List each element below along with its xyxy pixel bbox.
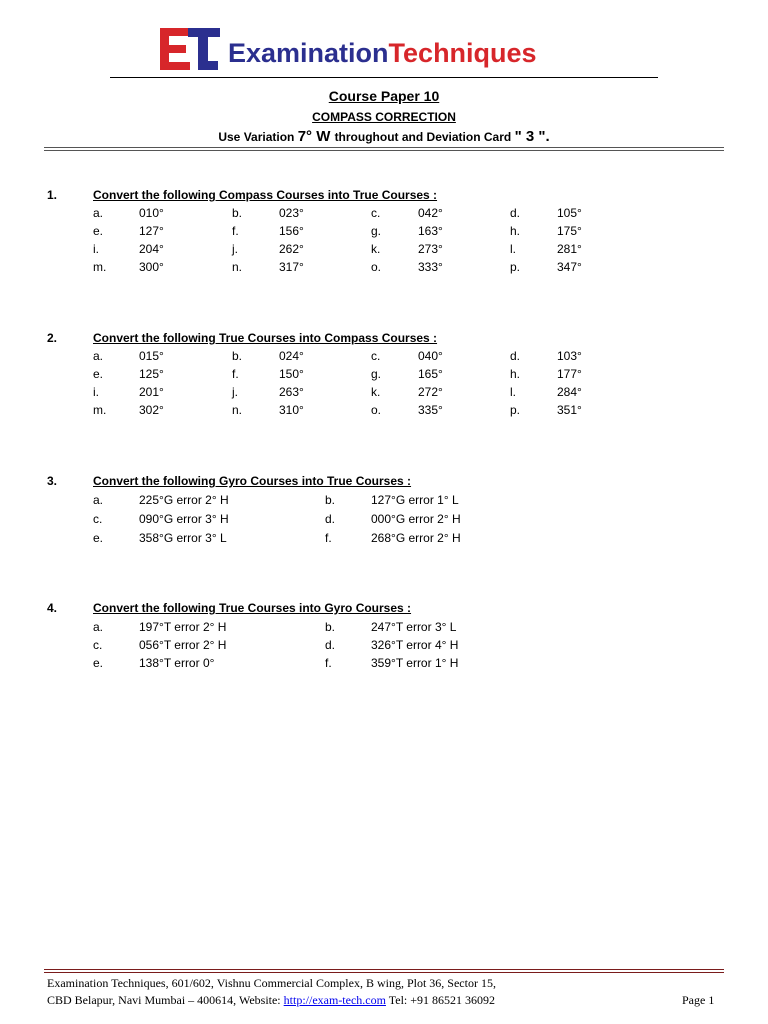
logo: [160, 28, 220, 70]
item-value: 010°: [139, 206, 164, 220]
item-label: b.: [325, 493, 336, 507]
instruction-middle: throughout and Deviation Card: [334, 130, 515, 144]
item-value: 272°: [418, 385, 443, 399]
item-value: 103°: [557, 349, 582, 363]
item-label: f.: [232, 367, 239, 381]
item-value: 262°: [279, 242, 304, 256]
item-value: 247°T error 3° L: [371, 620, 457, 634]
item-label: f.: [232, 224, 239, 238]
item-label: o.: [371, 403, 382, 417]
item-label: i.: [93, 242, 99, 256]
item-value: 177°: [557, 367, 582, 381]
item-value: 127°: [139, 224, 164, 238]
item-label: f.: [325, 531, 332, 545]
logo-et-icon: [160, 28, 220, 70]
item-label: e.: [93, 367, 104, 381]
footer-phone: Tel: +91 86521 36092: [385, 993, 496, 1007]
item-value: 023°: [279, 206, 304, 220]
website-link[interactable]: http://exam-tech.com: [283, 993, 386, 1007]
item-value: 156°: [279, 224, 304, 238]
item-label: g.: [371, 367, 382, 381]
item-label: b.: [325, 620, 336, 634]
item-value: 125°: [139, 367, 164, 381]
section-number: 4.: [47, 601, 58, 615]
item-value: 358°G error 3° L: [139, 531, 227, 545]
item-value: 138°T error 0°: [139, 656, 215, 670]
item-label: a.: [93, 206, 104, 220]
item-label: b.: [232, 206, 243, 220]
item-label: b.: [232, 349, 243, 363]
item-label: o.: [371, 260, 382, 274]
item-value: 281°: [557, 242, 582, 256]
item-label: d.: [510, 206, 521, 220]
item-value: 000°G error 2° H: [371, 512, 461, 526]
instruction-line: [0, 128, 768, 145]
item-value: 150°: [279, 367, 304, 381]
item-value: 263°: [279, 385, 304, 399]
item-label: k.: [371, 385, 381, 399]
item-label: p.: [510, 260, 521, 274]
section-number: 1.: [47, 188, 58, 202]
item-value: 302°: [139, 403, 164, 417]
item-label: g.: [371, 224, 382, 238]
item-value: 284°: [557, 385, 582, 399]
item-label: a.: [93, 620, 104, 634]
item-label: e.: [93, 656, 104, 670]
item-value: 163°: [418, 224, 443, 238]
item-value: 225°G error 2° H: [139, 493, 229, 507]
header-divider: [110, 77, 658, 78]
item-label: f.: [325, 656, 332, 670]
item-label: h.: [510, 367, 521, 381]
content-divider: [44, 147, 724, 151]
page-subtitle: COMPASS CORRECTION: [312, 110, 456, 124]
section-title: Convert the following Compass Courses into True Courses :: [93, 188, 438, 202]
item-label: c.: [371, 206, 381, 220]
footer-divider: [44, 969, 724, 973]
item-label: e.: [93, 531, 104, 545]
item-label: c.: [93, 638, 103, 652]
item-label: i.: [93, 385, 99, 399]
item-label: k.: [371, 242, 381, 256]
item-label: d.: [325, 638, 336, 652]
item-value: 042°: [418, 206, 443, 220]
brand-part2: Techniques: [388, 38, 537, 68]
item-value: 268°G error 2° H: [371, 531, 461, 545]
item-label: c.: [93, 512, 103, 526]
footer-address-line2: [47, 993, 495, 1008]
item-value: 326°T error 4° H: [371, 638, 459, 652]
item-value: 347°: [557, 260, 582, 274]
brand-name: [228, 38, 537, 69]
item-label: h.: [510, 224, 521, 238]
deviation-card-value: " 3 ".: [514, 128, 550, 145]
item-value: 333°: [418, 260, 443, 274]
item-value: 040°: [418, 349, 443, 363]
item-label: j.: [232, 385, 238, 399]
footer-address-line1: Examination Techniques, 601/602, Vishnu Commercial Complex, B wing, Plot 36, Sector 15,: [47, 976, 496, 990]
section-title: Convert the following Gyro Courses into True Courses :: [93, 474, 412, 488]
item-value: 024°: [279, 349, 304, 363]
item-value: 273°: [418, 242, 443, 256]
item-value: 204°: [139, 242, 164, 256]
item-value: 197°T error 2° H: [139, 620, 227, 634]
item-value: 359°T error 1° H: [371, 656, 459, 670]
section-number: 2.: [47, 331, 58, 345]
item-label: m.: [93, 403, 107, 417]
item-value: 165°: [418, 367, 443, 381]
item-value: 201°: [139, 385, 164, 399]
item-label: c.: [371, 349, 381, 363]
item-label: p.: [510, 403, 521, 417]
item-value: 127°G error 1° L: [371, 493, 459, 507]
item-label: l.: [510, 385, 516, 399]
item-label: n.: [232, 403, 243, 417]
item-value: 105°: [557, 206, 582, 220]
item-label: j.: [232, 242, 238, 256]
section-title: Convert the following True Courses into Compass Courses :: [93, 331, 438, 345]
item-label: e.: [93, 224, 104, 238]
item-label: n.: [232, 260, 243, 274]
variation-value: 7° W: [297, 128, 335, 145]
item-value: 090°G error 3° H: [139, 512, 229, 526]
page-title: Course Paper 10: [328, 88, 440, 104]
instruction-prefix: Use Variation: [218, 130, 298, 144]
item-label: l.: [510, 242, 516, 256]
brand-part1: Examination: [228, 38, 389, 68]
item-value: 351°: [557, 403, 582, 417]
item-label: d.: [325, 512, 336, 526]
section-number: 3.: [47, 474, 58, 488]
item-value: 015°: [139, 349, 164, 363]
section-title: Convert the following True Courses into Gyro Courses :: [93, 601, 412, 615]
item-value: 056°T error 2° H: [139, 638, 227, 652]
item-value: 335°: [418, 403, 443, 417]
item-label: a.: [93, 349, 104, 363]
item-value: 175°: [557, 224, 582, 238]
page-number: Page 1: [682, 993, 715, 1007]
item-label: d.: [510, 349, 521, 363]
item-value: 317°: [279, 260, 304, 274]
item-value: 300°: [139, 260, 164, 274]
item-value: 310°: [279, 403, 304, 417]
item-label: a.: [93, 493, 104, 507]
item-label: m.: [93, 260, 107, 274]
footer-address-text: CBD Belapur, Navi Mumbai – 400614, Website:: [47, 993, 284, 1007]
